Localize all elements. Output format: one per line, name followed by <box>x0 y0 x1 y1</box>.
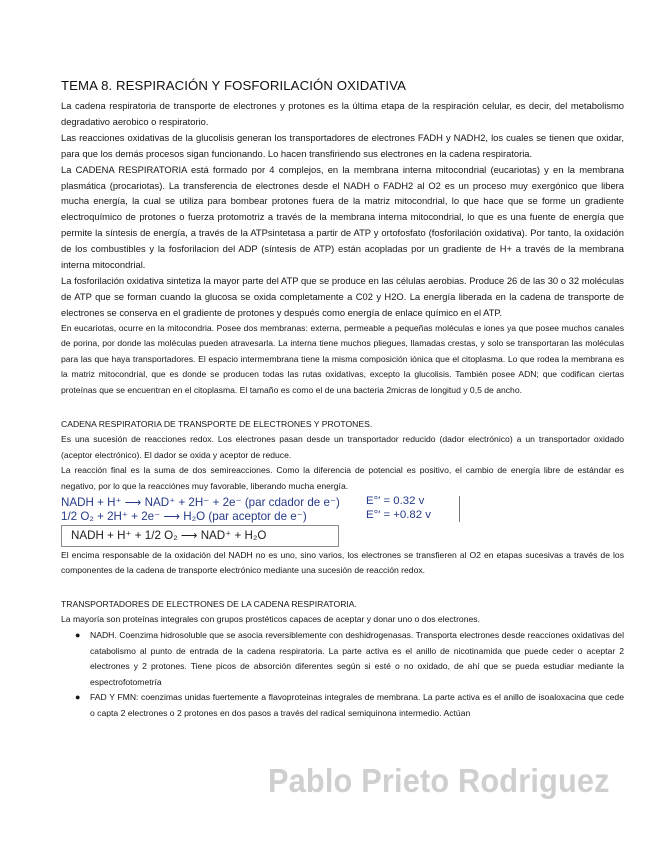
section-heading: CADENA RESPIRATORIA DE TRANSPORTE DE ELECTRONES Y PROTONES. <box>61 418 373 429</box>
list-item-text: NADH. Coenzima hidrosoluble que se asocia reversiblemente con deshidrogenasas. Transporta electrones desde reacciones oxidativas del catabolismo al punto de entrada de la cadena respiratoria. La parte activa es el anillo de nicotinamida que puede ceder o aceptar 2 electrones y 2 protones. Tiene picos de absorción diferentes según si esté o no oxidado, de ahí que se pueda estudiar mediante la espectrofotometría <box>90 630 624 687</box>
paragraph: Es una sucesión de reacciones redox. Los electrones pasan desde un transportador reducido (dador electrónico) a un transportador oxidado (aceptor electrónico). El dador se oxida y aceptor de reduce. <box>61 434 624 460</box>
equation-potential: E°′ = +0.82 v <box>366 508 431 521</box>
equation-potential: E°′ = 0.32 v <box>366 494 425 507</box>
paragraph: El encima responsable de la oxidación del NADH no es uno, sino varios, los electrones se transfieren al O2 en etapas sucesivas a través de los componentes de la cadena de transporte electrónico mediante una sucesión de reacción redox. <box>61 549 624 576</box>
paragraph: La reacción final es la suma de dos semireacciones. Como la diferencia de potencial es positivo, el cambio de energía libre de estándar es negativo, por lo que la reacciónes muy favorable, liberando mucha energía. <box>61 465 624 492</box>
mitochondria-paragraph: En eucariotas, ocurre en la mitocondria. Posee dos membranas: externa, permeable a pequeñas moléculas e iones ya que posee muchos canales de porina, por donde las moléculas pueden atravesarla. La interna tiene muchos pliegues, llamadas crestas, y solo se transportaran las moléculas para las que haya transportadores. El espacio intermembrana tiene la misma composición iónica que el citoplasma. Lo que rodea la membrana es la matriz mitocondrial, que es donde se producen todas las rutas oxidativas, excepto la glucolisis. También posee ADN; que codifican ciertas proteínas que se encuentran en el citoplasma. El tamaño es como el de una bacteria 2micras de longitud y 0,5 de ancho. <box>61 322 624 396</box>
list-item-text: FAD Y FMN: coenzimas unidas fuertemente a flavoproteinas integrales de membrana. La parte activa es el anillo de isoaloxacina que cede o capta 2 electrones o 2 protones en dos pasos a través del radical semiquinona intermedio. Actúan <box>90 692 624 718</box>
carrier-list <box>61 628 624 722</box>
bullet-icon: ● <box>75 630 81 640</box>
author-watermark: Pablo Prieto Rodriguez <box>268 762 610 799</box>
equation-line: 1/2 O₂ + 2H⁺ + 2e⁻ ⟶ H₂O (par aceptor de e⁻) <box>61 509 307 523</box>
divider <box>459 496 460 522</box>
paragraph: La fosforilación oxidativa sintetiza la mayor parte del ATP que se produce en las células aerobias. Produce 26 de las 30 o 32 moléculas de ATP que se forman cuando la glucosa se oxida completamente a C02 y H2O. La energía liberada en la cadena de transporte de electrones se conserva en el gradiente de protones y después como energía de enlace químico en el ATP. <box>61 274 624 318</box>
redox-equations <box>61 496 624 548</box>
equation-line: NADH + H⁺ ⟶ NAD⁺ + 2H⁻ + 2e⁻ (par cdador de e⁻) <box>61 495 340 509</box>
bullet-icon: ● <box>75 692 81 703</box>
paragraph: La CADENA RESPIRATORIA está formado por 4 complejos, en la membrana interna mitocondrial (eucariotas) y en la membrana plasmática (procariotas). La transferencia de electrones desde el NADH o FADH2 al O2 es un proceso muy exergónico que libera mucha energía, la cual se utiliza para bombear protones fuera de la matriz mitocondrial, lo que hace que se forme un gradiente electroquímico de protones o fuerza protomotriz a través de la membrana interna mitocondrial, lo que es una fuente de energía que permite la síntesis de energía, a través de la ATPsintetasa a partir de ATP y ortofosfato (fosforilación oxidativa). Por tanto, la oxidación de los combustibles y la fosforilacion del ADP (síntesis de ATP) están acopladas por un gradiente de H+ a través de la membrana interna mitocondrial. <box>61 163 624 271</box>
page-title: TEMA 8. RESPIRACIÓN Y FOSFORILACIÓN OXIDATIVA <box>61 78 407 93</box>
paragraph: La cadena respiratoria de transporte de electrones y protones es la última etapa de la respiración celular, es decir, del metabolismo degradativo aerobico o respiratorio. <box>61 100 624 127</box>
paragraph: Las reacciones oxidativas de la glucolisis generan los transportadores de electrones FADH y NADH2, los cuales se tienen que oxidar, para que los demás procesos sigan funcionando. Lo hacen transfiriendo sus electrones en la cadena respiratoria. <box>61 131 624 159</box>
list-item <box>75 628 624 690</box>
paragraph: La mayoría son proteínas integrales con grupos prostéticos capaces de aceptar y donar uno o dos electrones. <box>61 614 480 625</box>
list-item <box>75 690 624 721</box>
equation-line: NADH + H⁺ + 1/2 O₂ ⟶ NAD⁺ + H₂O <box>71 528 267 542</box>
section-heading: TRANSPORTADORES DE ELECTRONES DE LA CADENA RESPIRATORIA. <box>61 598 357 609</box>
document-content <box>61 77 624 722</box>
